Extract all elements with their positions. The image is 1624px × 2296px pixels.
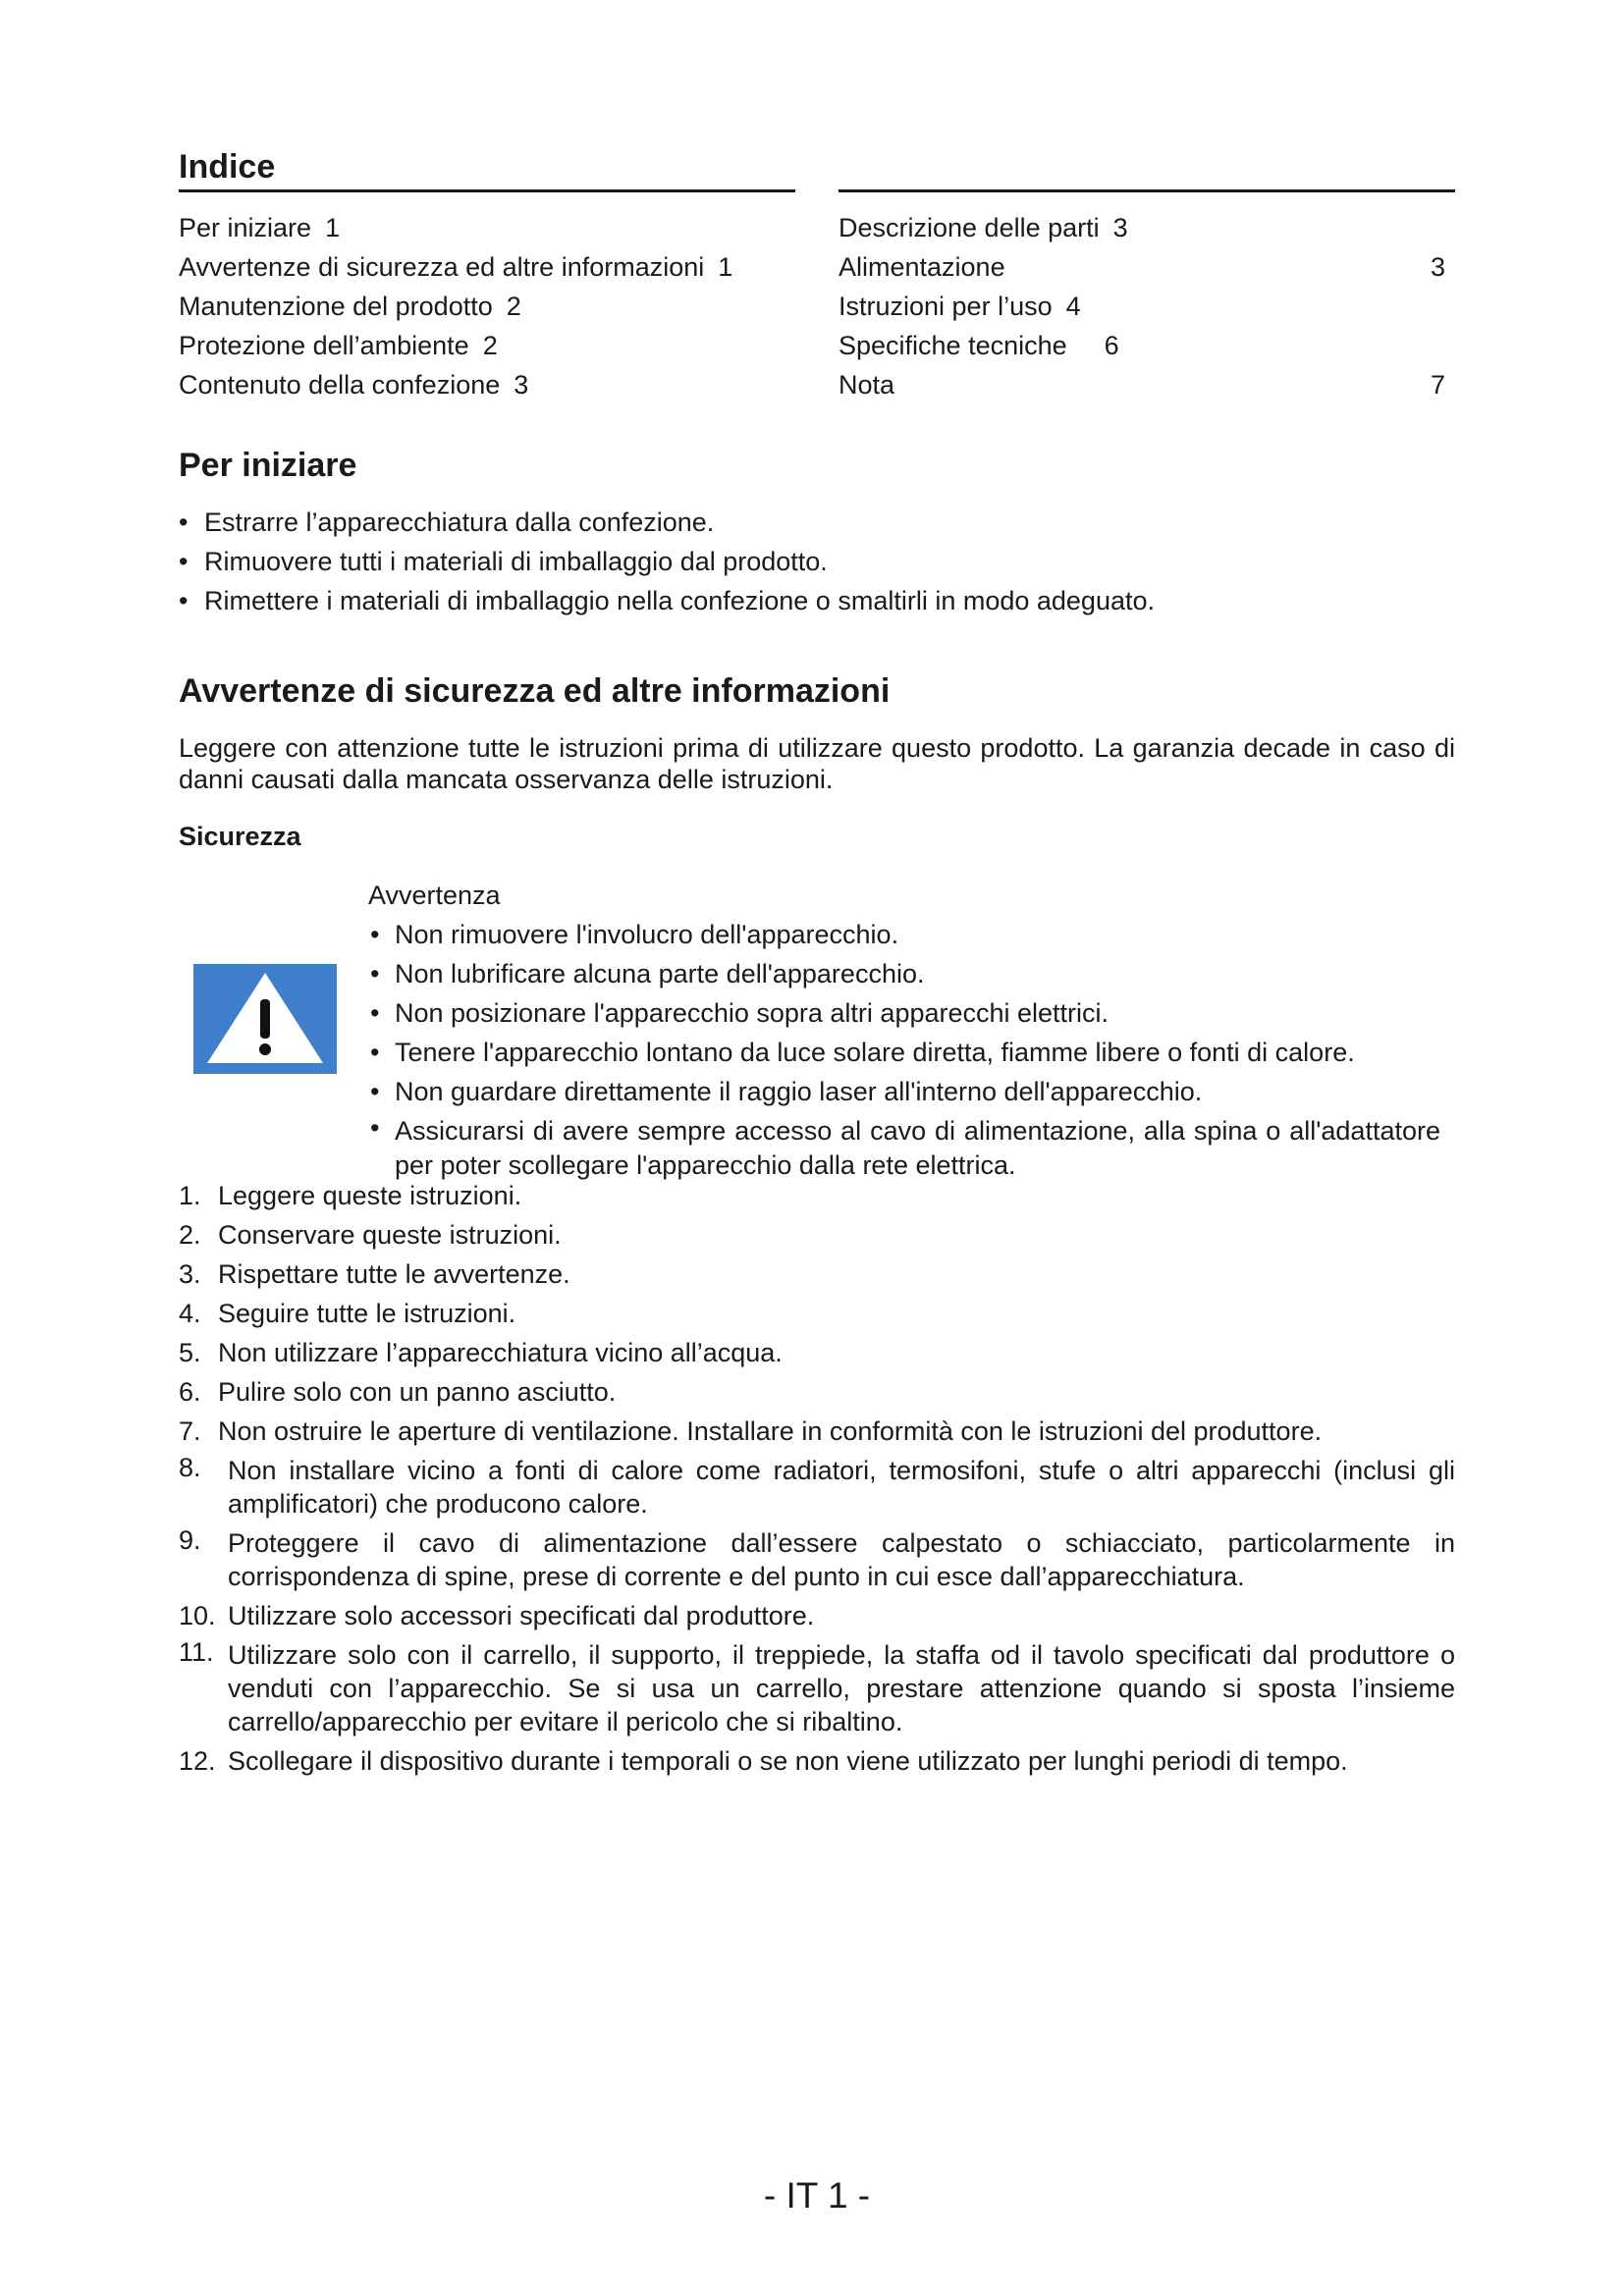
index-entry-page: 3 xyxy=(1112,213,1128,242)
index-column-right xyxy=(839,208,1455,404)
list-item: • Non posizionare l'apparecchio sopra altri apparecchi elettrici. xyxy=(368,993,1440,1033)
item-number: 10. xyxy=(179,1601,216,1630)
item-number: 1. xyxy=(179,1181,201,1210)
safety-section-title: Avvertenze di sicurezza ed altre informazioni xyxy=(179,672,891,710)
item-text: Scollegare il dispositivo durante i temporali o se non viene utilizzato per lunghi periodi di tempo. xyxy=(228,1746,1348,1776)
index-header-right xyxy=(839,147,1455,192)
warning-icon xyxy=(193,964,337,1074)
index-entry-label: Specifiche tecniche xyxy=(839,331,1067,360)
index-table xyxy=(179,208,1455,404)
index-entry xyxy=(839,208,1455,247)
index-entry-page: 2 xyxy=(506,292,521,321)
item-text: Pulire solo con un panno asciutto. xyxy=(218,1377,617,1407)
manual-page xyxy=(179,147,1455,1781)
list-item xyxy=(179,1451,1455,1523)
list-item xyxy=(179,1255,1455,1294)
item-number: 5. xyxy=(179,1338,201,1367)
item-number: 6. xyxy=(179,1377,201,1407)
warning-title: Avvertenza xyxy=(368,881,501,910)
index-entry-label: Manutenzione del prodotto xyxy=(179,292,493,321)
index-entry xyxy=(839,287,1455,326)
index-entry-label: Per iniziare xyxy=(179,213,312,242)
index-entry xyxy=(839,326,1455,365)
list-item xyxy=(179,1294,1455,1333)
index-title: Indice xyxy=(179,148,276,186)
item-text: Rispettare tutte le avvertenze. xyxy=(218,1259,570,1289)
index-entry xyxy=(179,365,795,404)
list-item: • Estrarre l’apparecchiatura dalla confezione. xyxy=(179,503,1455,542)
index-entry-label: Descrizione delle parti xyxy=(839,213,1100,242)
list-item xyxy=(179,1741,1455,1781)
warning-list xyxy=(368,915,1440,1183)
item-text: Proteggere il cavo di alimentazione dall’essere calpestato o schiacciato, particolarmente in corrispondenza di spine, prese di corrente e del punto in cui esce dall’apparecchiatura. xyxy=(228,1528,1455,1591)
list-item: • Non lubrificare alcuna parte dell'apparecchio. xyxy=(368,954,1440,993)
index-entry-page: 2 xyxy=(482,331,498,360)
item-number: 2. xyxy=(179,1220,201,1250)
index-entry-label: Avvertenze di sicurezza ed altre informazioni xyxy=(179,252,705,282)
safety-subtitle: Sicurezza xyxy=(179,822,301,851)
item-text: Conservare queste istruzioni. xyxy=(218,1220,562,1250)
item-text: Non ostruire le aperture di ventilazione. Installare in conformità con le istruzioni del produttore. xyxy=(218,1416,1323,1446)
index-entry xyxy=(179,287,795,326)
index-entry xyxy=(179,208,795,247)
item-text: Non installare vicino a fonti di calore come radiatori, termosifoni, stufe o altri apparecchi (inclusi gli amplificatori) che producono calore. xyxy=(228,1456,1455,1519)
list-item xyxy=(179,1215,1455,1255)
index-entry xyxy=(179,326,795,365)
index-entry-page: 3 xyxy=(514,370,529,400)
list-item xyxy=(179,1635,1455,1741)
index-entry-label: Nota xyxy=(839,370,895,400)
index-entry-label: Alimentazione xyxy=(839,252,1005,282)
list-item xyxy=(179,1523,1455,1596)
index-entry xyxy=(839,247,1455,287)
item-number: 12. xyxy=(179,1746,216,1776)
getting-started-list xyxy=(179,503,1455,620)
item-number: 3. xyxy=(179,1259,201,1289)
index-entry-label: Protezione dell’ambiente xyxy=(179,331,469,360)
list-item: • Non guardare direttamente il raggio laser all'interno dell'apparecchio. xyxy=(368,1072,1440,1111)
index-entry-page: 7 xyxy=(1430,370,1445,400)
list-item xyxy=(179,1372,1455,1412)
warning-block xyxy=(179,876,1455,1180)
list-item: • Tenere l'apparecchio lontano da luce solare diretta, fiamme libere o fonti di calore. xyxy=(368,1033,1440,1072)
safety-instructions-list xyxy=(179,1176,1455,1781)
list-item: • Rimettere i materiali di imballaggio nella confezione o smaltirli in modo adeguato. xyxy=(179,581,1455,620)
index-header xyxy=(179,147,1455,192)
index-entry-page: 1 xyxy=(718,252,733,282)
list-item xyxy=(179,1176,1455,1215)
item-number: 9. xyxy=(179,1525,201,1555)
index-entry-page: 1 xyxy=(325,213,341,242)
list-item xyxy=(179,1333,1455,1372)
list-item xyxy=(179,1596,1455,1635)
index-column-left xyxy=(179,208,795,404)
index-entry-page: 4 xyxy=(1065,292,1081,321)
index-entry xyxy=(839,365,1455,404)
warning-text xyxy=(368,876,1440,1183)
page-number: - IT 1 - xyxy=(763,2175,871,2216)
list-item xyxy=(179,1412,1455,1451)
index-entry-page: 3 xyxy=(1430,252,1445,282)
getting-started-title: Per iniziare xyxy=(179,447,357,484)
index-entry-page: 6 xyxy=(1104,331,1119,360)
index-entry-label: Istruzioni per l’uso xyxy=(839,292,1053,321)
list-item: • Non rimuovere l'involucro dell'apparecchio. xyxy=(368,915,1440,954)
item-number: 4. xyxy=(179,1299,201,1328)
index-entry xyxy=(179,247,795,287)
index-entry-label: Contenuto della confezione xyxy=(179,370,501,400)
index-header-left xyxy=(179,147,795,192)
item-number: 8. xyxy=(179,1453,201,1482)
item-text: Utilizzare solo accessori specificati dal produttore. xyxy=(228,1601,815,1630)
safety-intro: Leggere con attenzione tutte le istruzioni prima di utilizzare questo prodotto. La garanzia decade in caso di danni causati dalla mancata osservanza delle istruzioni. xyxy=(179,733,1455,794)
item-text: Leggere queste istruzioni. xyxy=(218,1181,522,1210)
item-text: Seguire tutte le istruzioni. xyxy=(218,1299,516,1328)
item-text: Utilizzare solo con il carrello, il supporto, il treppiede, la staffa od il tavolo specificati dal produttore o venduti con l’apparecchio. Se si usa un carrello, prestare attenzione quando si sposta l’insieme carrello/apparecchio per evitare il pericolo che si ribaltino. xyxy=(228,1640,1455,1736)
item-text: Non utilizzare l’apparecchiatura vicino all’acqua. xyxy=(218,1338,783,1367)
list-item: • Rimuovere tutti i materiali di imballaggio dal prodotto. xyxy=(179,542,1455,581)
item-number: 11. xyxy=(179,1637,214,1667)
list-item: • Assicurarsi di avere sempre accesso al cavo di alimentazione, alla spina o all'adattatore per poter scollegare l'apparecchio dalla rete elettrica. xyxy=(368,1111,1440,1183)
item-number: 7. xyxy=(179,1416,201,1446)
